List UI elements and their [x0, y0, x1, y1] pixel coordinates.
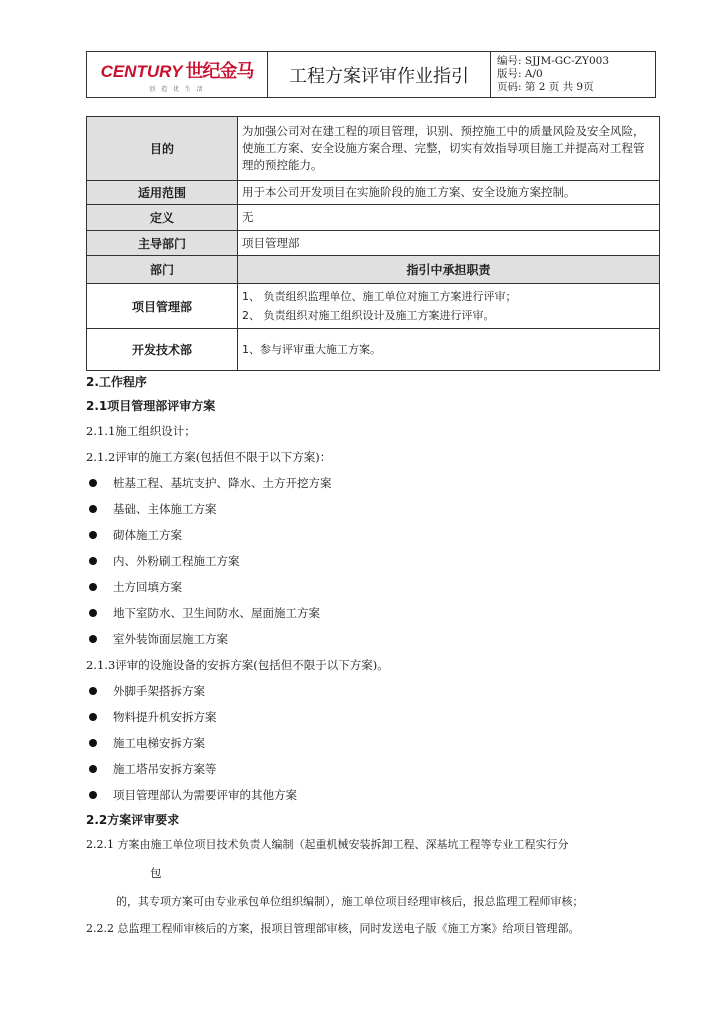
logo-chinese: 世纪金马	[185, 60, 254, 82]
definition-label: 定义	[87, 205, 238, 231]
heading-2-1: 2.1项目管理部评审方案	[86, 399, 216, 413]
heading-2-2: 2.2方案评审要求	[86, 813, 180, 827]
table-row	[87, 181, 660, 205]
bullet-icon	[89, 765, 97, 773]
bullet-icon	[89, 479, 97, 487]
pm-duty-1: 1、 负责组织监理单位、施工单位对施工方案进行评审；	[242, 290, 517, 303]
heading-2: 2.工作程序	[86, 375, 147, 389]
bullet-icon	[89, 635, 97, 643]
list-item	[86, 730, 666, 756]
dev-duty-1: 1、参与评审重大施工方案。	[242, 343, 381, 356]
table-row	[87, 284, 660, 329]
list-item-text: 土方回填方案	[113, 580, 182, 594]
list-item-text: 施工塔吊安拆方案等	[113, 762, 217, 776]
purpose-text: 为加强公司对在建工程的项目管理，识别、预控施工中的质量风险及安全风险，使施工方案、安全设施方案合理、完整，切实有效指导项目施工并提高对工程管理的预控能力。	[238, 117, 660, 181]
para-2-2-1-line1: 2.2.1 方案由施工单位项目技术负责人编制（起重机械安装拆卸工程、深基坑工程等专业工程实行分	[86, 838, 569, 851]
list-item-text: 砌体施工方案	[113, 528, 182, 542]
logo-english: CENTURY	[100, 61, 183, 81]
list-item	[86, 600, 666, 626]
dev-duties	[238, 329, 660, 371]
logo-tagline: 创 造 优 生 活	[149, 85, 205, 93]
list-item	[86, 496, 666, 522]
bullet-icon	[89, 713, 97, 721]
pm-label: 项目管理部	[87, 284, 238, 329]
bullet-icon	[89, 557, 97, 565]
bullet-icon	[89, 739, 97, 747]
scope-label: 适用范围	[87, 181, 238, 205]
bullet-icon	[89, 791, 97, 799]
info-table	[86, 116, 660, 371]
list-item	[86, 782, 666, 808]
bullet-icon	[89, 583, 97, 591]
definition-text: 无	[238, 205, 660, 231]
table-row	[87, 329, 660, 371]
list-item	[86, 470, 666, 496]
bullet-icon	[89, 505, 97, 513]
list-item	[86, 574, 666, 600]
scope-text: 用于本公司开发项目在实施阶段的施工方案、安全设施方案控制。	[238, 181, 660, 205]
document-body	[86, 370, 666, 942]
duty-header: 指引中承担职责	[238, 256, 660, 284]
list-item	[86, 626, 666, 652]
bullet-icon	[89, 531, 97, 539]
list-item	[86, 704, 666, 730]
pm-duty-2: 2、 负责组织对施工组织设计及施工方案进行评审。	[242, 309, 495, 322]
table-row	[87, 117, 660, 181]
list-item-text: 内、外粉刷工程施工方案	[113, 554, 240, 568]
bullet-icon	[89, 609, 97, 617]
pm-duties	[238, 284, 660, 329]
list-item-text: 地下室防水、卫生间防水、屋面施工方案	[113, 606, 320, 620]
para-2-1-3: 2.1.3评审的设施设备的安拆方案(包括但不限于以下方案)。	[86, 658, 389, 672]
list-item-text: 室外装饰面层施工方案	[113, 632, 228, 646]
list-item-text: 项目管理部认为需要评审的其他方案	[113, 788, 297, 802]
table-row	[87, 231, 660, 256]
lead-dept-label: 主导部门	[87, 231, 238, 256]
list-item	[86, 756, 666, 782]
purpose-label: 目的	[87, 117, 238, 181]
bullet-icon	[89, 687, 97, 695]
doc-page: 页码: 第 2 页 共 9页	[497, 81, 594, 93]
list-item-text: 基础、主体施工方案	[113, 502, 217, 516]
list-item-text: 外脚手架搭拆方案	[113, 684, 205, 698]
lead-dept-text: 项目管理部	[238, 231, 660, 256]
dev-label: 开发技术部	[87, 329, 238, 371]
list-item-text: 桩基工程、基坑支护、降水、土方开挖方案	[113, 476, 332, 490]
para-2-1-2: 2.1.2评审的施工方案(包括但不限于以下方案)：	[86, 450, 332, 464]
para-2-1-1: 2.1.1施工组织设计；	[86, 424, 196, 438]
document-title: 工程方案评审作业指引	[268, 52, 491, 97]
dept-header: 部门	[87, 256, 238, 284]
list-item	[86, 678, 666, 704]
para-2-2-1-line2: 的，其专项方案可由专业承包单位组织编制），施工单位项目经理审核后，报总监理工程师审核；	[116, 895, 584, 908]
list-item	[86, 548, 666, 574]
doc-number: 编号: SJJM-GC-ZY003	[497, 55, 610, 67]
table-row	[87, 256, 660, 284]
company-logo	[87, 52, 268, 97]
document-header	[86, 51, 656, 98]
para-2-2-2: 2.2.2 总监理工程师审核后的方案，报项目管理部审核，同时发送电子版《施工方案》给项目管理部。	[86, 922, 580, 935]
document-meta	[491, 52, 655, 97]
list-item	[86, 522, 666, 548]
doc-version: 版号: A/0	[497, 68, 543, 80]
list-item-text: 施工电梯安拆方案	[113, 736, 205, 750]
para-2-2-1-tail: 包	[150, 866, 162, 880]
list-item-text: 物料提升机安拆方案	[113, 710, 217, 724]
table-row	[87, 205, 660, 231]
